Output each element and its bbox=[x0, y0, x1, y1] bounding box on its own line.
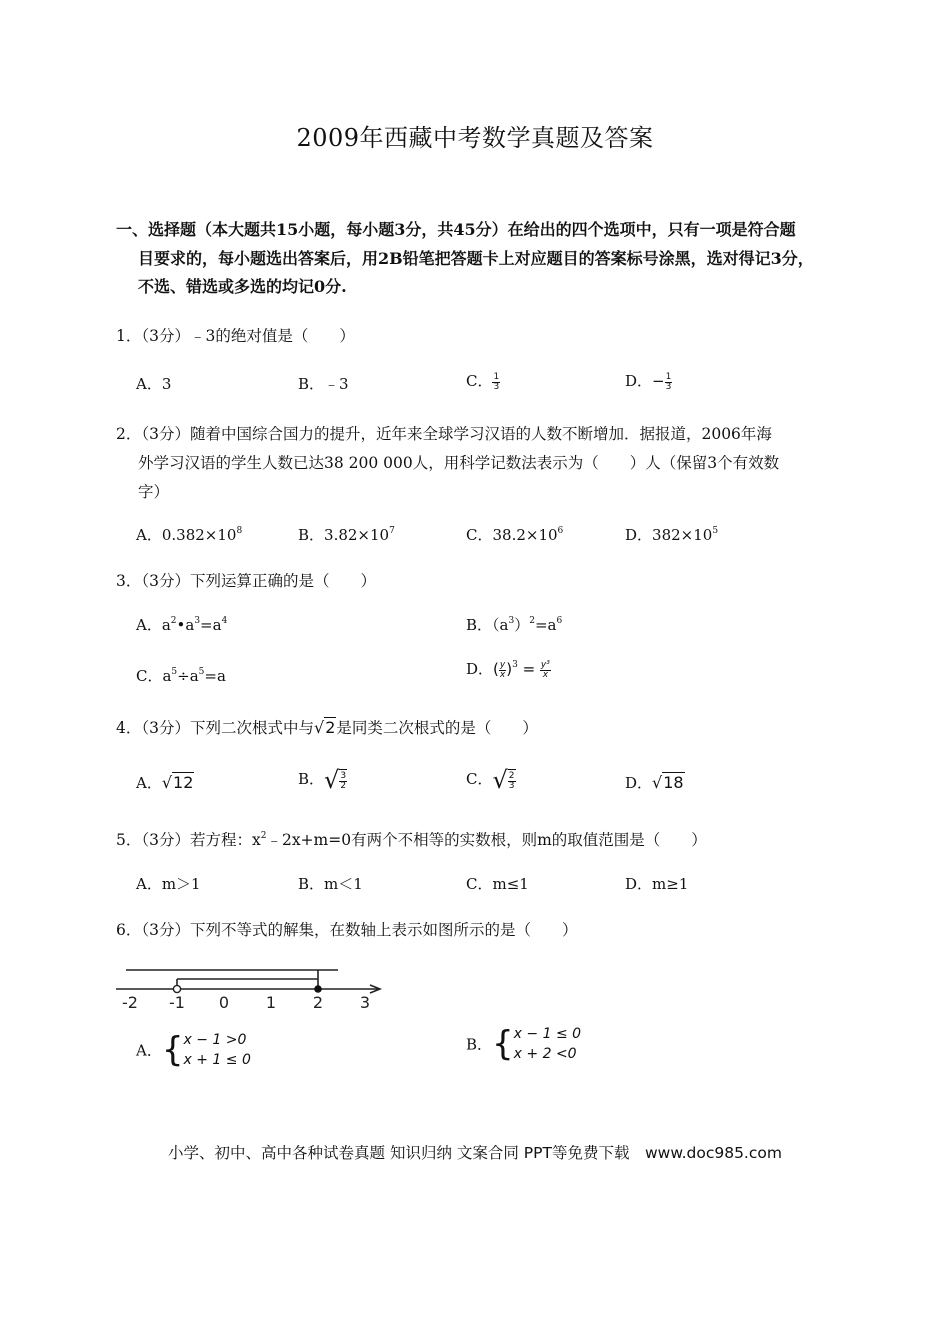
question-1-option-a: A．3 bbox=[136, 375, 172, 393]
question-5-option-d: D．m≥1 bbox=[625, 875, 689, 893]
question-2-option-a: A．$0.382\times 10^8$ bbox=[136, 526, 243, 544]
question-3-option-d: D．( $\frac{y}{x}$ )$^3$ = $\frac{\text{y³}}{x}$ bbox=[466, 659, 550, 680]
question-5-option-a: A．m＞1 bbox=[136, 875, 201, 893]
question-6-option-b: B．{ x − 1 ≤ 0 x + 2 <0 bbox=[466, 1024, 582, 1064]
section-heading-line1: 一、选择题（本大题共15小题，每小题3分，共45分）在给出的四个选项中，只有一项是符合题 bbox=[116, 220, 796, 239]
number-line-figure bbox=[112, 956, 392, 1012]
filled-dot-at-two bbox=[314, 985, 322, 993]
question-4-option-a: A．√12 bbox=[136, 773, 194, 792]
question-5-stem: 5．（3分）若方程：$x^2﹣2x+m=0$有两个不相等的实数根，则m的取值范围是（ ） bbox=[116, 831, 707, 849]
tick-label: 1 bbox=[265, 993, 277, 1012]
question-3-option-a: A．$a^2•a^3=a^4$ bbox=[136, 616, 228, 634]
fraction: $\frac{1}{3}$ bbox=[493, 371, 500, 392]
question-6-option-a: A．{ x − 1 >0 x + 1 ≤ 0 bbox=[136, 1030, 251, 1070]
page-footer: 小学、初中、高中各种试卷真题 知识归纳 文案合同 PPT等免费下载 www.doc985.com bbox=[168, 1144, 782, 1162]
question-4-option-b: B．√ $\frac{3}{2}$ bbox=[298, 766, 347, 794]
tick-label: 3 bbox=[359, 993, 371, 1012]
question-5-option-c: C．m≤1 bbox=[466, 875, 529, 893]
question-3-stem: 3．（3分）下列运算正确的是（ ） bbox=[116, 572, 376, 590]
question-4-stem: 4．（3分）下列二次根式中与√2是同类二次根式的是（ ） bbox=[116, 718, 538, 737]
page-title: 2009年西藏中考数学真题及答案 bbox=[296, 124, 654, 152]
question-2-line1: 2．（3分）随着中国综合国力的提升，近年来全球学习汉语的人数不断增加．据报道，2006年海 bbox=[116, 425, 772, 443]
question-2-line3: 字） bbox=[138, 483, 170, 501]
section-heading-line3: 不选、错选或多选的均记0分. bbox=[138, 277, 347, 296]
tick-label: -2 bbox=[122, 993, 138, 1012]
question-2-line2: 外学习汉语的学生人数已达38 200 000人，用科学记数法表示为（ ）人（保留3个有效数 bbox=[138, 454, 780, 472]
question-2-option-d: D．$382\times 10^5$ bbox=[625, 526, 719, 544]
fraction: $\frac{1}{3}$ bbox=[665, 371, 672, 392]
question-1-stem: 1．（3分）﹣3的绝对值是（ ） bbox=[116, 327, 355, 345]
open-dot-at-minus-one bbox=[173, 985, 180, 992]
question-2-option-c: C．$38.2\times 10^6$ bbox=[466, 526, 564, 544]
question-1-option-c: C． $\frac{1}{3}$ bbox=[466, 371, 500, 392]
question-4-option-d: D．√18 bbox=[625, 773, 684, 792]
tick-label: 0 bbox=[218, 993, 230, 1012]
tick-label: -1 bbox=[169, 993, 185, 1012]
question-3-option-b: B．$(a^3)^2=a^6$ bbox=[466, 616, 563, 634]
question-5-option-b: B．m＜1 bbox=[298, 875, 363, 893]
tick-label: 2 bbox=[312, 993, 324, 1012]
question-2-option-b: B．$3.82\times 10^7$ bbox=[298, 526, 395, 544]
question-1-option-d: D．− $\frac{1}{3}$ bbox=[625, 371, 672, 392]
question-3-option-c: C．$a^5\div a^5=a$ bbox=[136, 667, 226, 685]
question-4-option-c: C．√ $\frac{2}{3}$ bbox=[466, 766, 515, 794]
section-heading-line2: 目要求的，每小题选出答案后，用2B铅笔把答题卡上对应题目的答案标号涂黑，选对得记3分， bbox=[138, 249, 814, 268]
question-1-option-b: B．﹣3 bbox=[298, 375, 349, 393]
question-6-stem: 6．（3分）下列不等式的解集，在数轴上表示如图所示的是（ ） bbox=[116, 921, 578, 939]
